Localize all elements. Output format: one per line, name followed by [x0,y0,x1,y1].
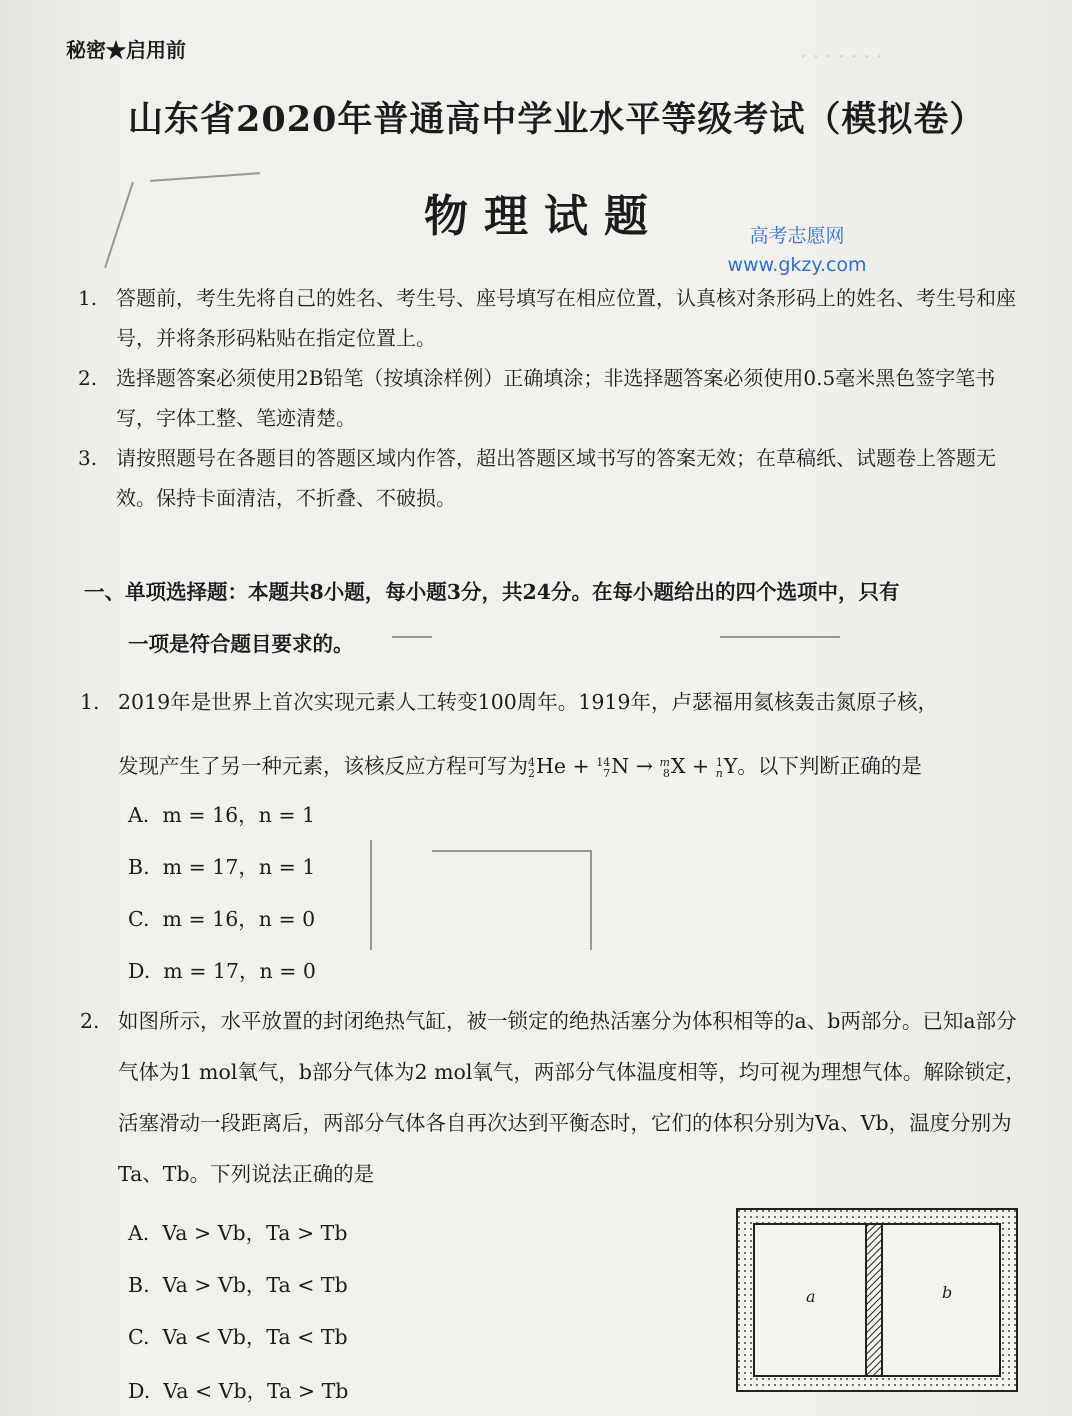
question-text-line [118,734,1030,798]
option-text: Va > Vb，Ta < Tb [162,1273,348,1297]
mass-number: 1 [715,755,723,769]
question-text: 如图所示，水平放置的封闭绝热气缸，被一锁定的绝热活塞分为体积相等的a、b两部分。已知a部分气体为1 mol氧气，b部分气体为2 mol氧气，两部分气体温度相等，均可视为理想气体。解除锁定，活塞滑动一段距离后，两部分气体各自再次达到平衡态时，它们的体积分别为Va、Vb，温度分别为Ta、Tb。下列说法正确的是 [118,1009,1026,1186]
section-line: 一项是符合题目要求的。 [128,632,354,656]
option-text: Va > Vb，Ta > Tb [162,1221,348,1245]
question-number: 1. [80,690,100,714]
option-text: m = 16，n = 0 [162,907,316,931]
question-body [118,670,1030,798]
option-label: B. [128,1273,150,1297]
subject-title: 物理试题 [424,191,664,242]
charge-number: 7 [603,766,611,780]
option-label: C. [128,907,150,931]
option-label: D. [128,959,151,983]
notice-item [78,358,1033,438]
notice-number: 3. [78,446,98,470]
nuclear-equation [528,754,737,778]
nuclide-scripts [716,757,723,779]
watermark-url: www.gkzy.com [727,254,867,276]
piston [866,1224,882,1376]
option-label: C. [128,1325,150,1349]
option-b[interactable] [128,850,315,880]
option-b[interactable] [128,1268,348,1298]
exam-title: 山东省2020年普通高中学业水平等级考试（模拟卷） [128,99,986,140]
show-through-text: · · · · · · · [800,44,883,68]
mass-number: m [659,755,670,769]
charge-number: 2 [528,766,535,780]
charge-number: n [715,766,723,780]
mass-number: 14 [596,755,611,769]
watermark [712,222,882,280]
option-label: A. [128,1221,150,1245]
question-text: 。以下判断正确的是 [737,754,922,778]
plus-sign: + [692,754,710,778]
plus-sign: + [572,754,590,778]
section-line: 一、单项选择题：本题共8小题，每小题3分，共24分。在每小题给出的四个选项中，只有 [84,580,900,604]
notice-item [78,438,1033,518]
question-text-line: 2019年是世界上首次实现元素人工转变100周年。1919年，卢瑟福用氦核轰击氮原子核， [118,690,938,714]
secret-mark: 秘密★启用前 [66,38,186,62]
show-through-stroke [432,850,592,852]
option-c[interactable] [128,902,315,932]
show-through-stroke [590,850,592,950]
notice-text: 选择题答案必须使用2B铅笔（按填涂样例）正确填涂；非选择题答案必须使用0.5毫米黑色签字笔书写，字体工整、笔迹清楚。 [116,366,996,430]
option-text: m = 16，n = 1 [162,803,316,827]
charge-number: 8 [662,766,670,780]
notice-text: 答题前，考生先将自己的姓名、考生号、座号填写在相应位置，认真核对条形码上的姓名、考生号和座号，并将条形码粘贴在指定位置上。 [116,286,1016,350]
option-d[interactable] [128,1374,348,1404]
option-text: Va < Vb，Ta > Tb [163,1379,349,1403]
notice-number: 1. [78,286,98,310]
notice-item [78,278,1033,358]
show-through-stroke [150,172,260,182]
nuclide-scripts [528,757,535,779]
element-symbol: N [611,754,630,778]
arrow-icon: → [635,754,653,778]
nuclide-scripts [659,757,669,779]
notice-number: 2. [78,366,98,390]
option-c[interactable] [128,1320,348,1350]
element-symbol: X [670,754,686,778]
option-text: Va < Vb，Ta < Tb [162,1325,348,1349]
nuclide-scripts [596,757,610,779]
label-a: a [806,1287,816,1306]
show-through-stroke [370,840,372,950]
section-heading [84,566,1034,670]
watermark-name: 高考志愿网 [749,225,845,247]
element-symbol: Y [723,754,738,778]
option-label: B. [128,855,150,879]
show-through-stroke [104,182,134,268]
option-d[interactable] [128,954,316,984]
element-symbol: He [536,754,567,778]
label-b: b [942,1283,953,1302]
notice-text: 请按照题号在各题目的答题区域内作答，超出答题区域书写的答案无效；在草稿纸、试题卷上答题无效。保持卡面清洁，不折叠、不破损。 [116,446,996,510]
question-text: 发现产生了另一种元素，该核反应方程可写为 [118,754,528,778]
option-a[interactable] [128,1216,347,1246]
option-label: D. [128,1379,151,1403]
option-text: m = 17，n = 1 [162,855,316,879]
question-number: 2. [80,1009,100,1033]
option-text: m = 17，n = 0 [163,959,316,983]
option-label: A. [128,803,150,827]
cylinder-figure [736,1208,1018,1392]
option-a[interactable] [128,798,315,828]
mass-number: 4 [528,755,535,769]
